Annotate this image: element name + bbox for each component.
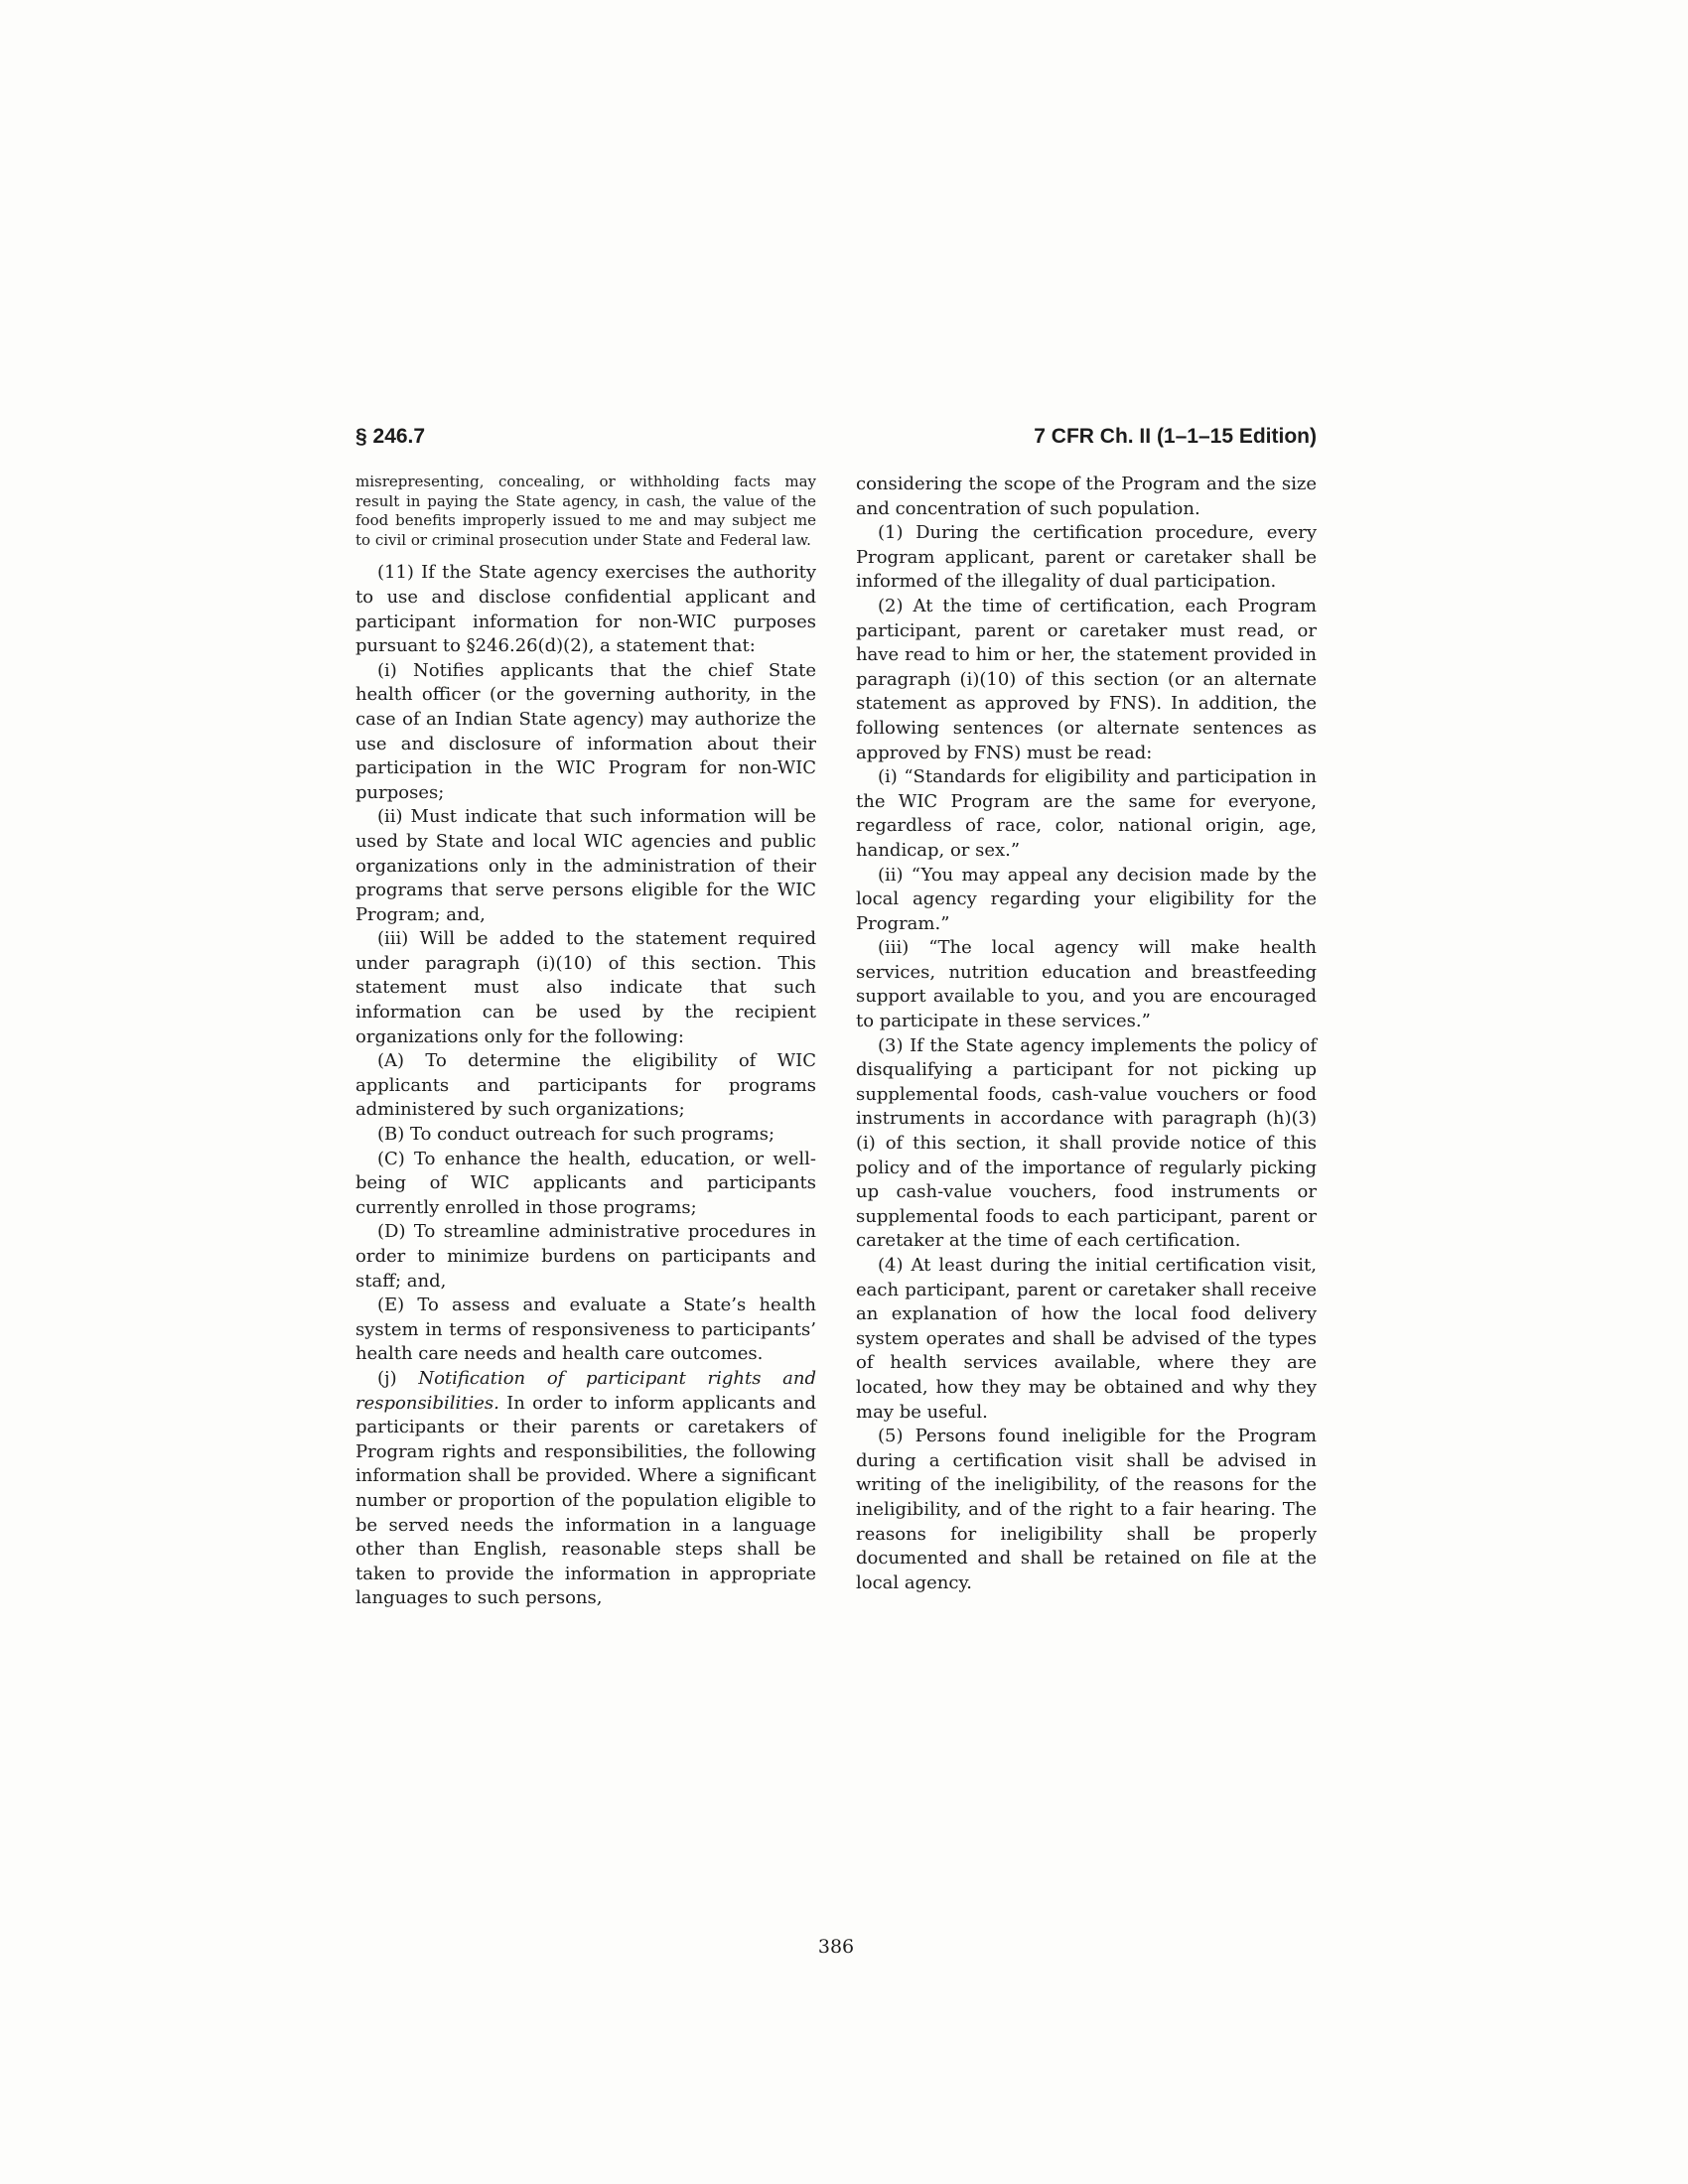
running-header xyxy=(355,425,1317,449)
text-run: (5) Persons found ineligible for the Program during a certification visit shall be advised in writing of the ineligibility, of the reasons for the ineligibility, and of the right to a fair hearing. The reasons for ineligibility shall be properly documented and shall be retained on file at the local agency. xyxy=(856,1426,1317,1593)
text-run: (1) During the certification procedure, every Program applicant, parent or caretaker shall be informed of the illegality of dual participation. xyxy=(856,522,1317,593)
text-run: (iii) “The local agency will make health services, nutrition education and breastfeeding support available to you, and you are encouraged to participate in these services.” xyxy=(856,937,1317,1032)
paragraph xyxy=(355,805,816,927)
paragraph xyxy=(355,659,816,806)
text-run: In order to inform applicants and participants or their parents or caretakers of Program rights and responsibilities, the following information shall be provided. Where a significant number or proportion of the population eligible to be served needs the information in a language other than English, reasonable steps shall be taken to provide the information in appropriate languages to such persons, xyxy=(355,1392,816,1609)
text-run: (A) To determine the eligibility of WIC applicants and participants for programs administered by such organizations; xyxy=(355,1050,816,1121)
text-run: (i) Notifies applicants that the chief State health officer (or the governing authority, in the case of an Indian State agency) may authorize the use and disclosure of information about their participation in the WIC Program for non-WIC purposes; xyxy=(355,659,816,803)
text-run: (i) “Standards for eligibility and participation in the WIC Program are the same for everyone, regardless of race, color, national origin, age, handicap, or sex.” xyxy=(856,766,1317,861)
text-run: (4) At least during the initial certification visit, each participant, parent or caretaker shall receive an explanation of how the local food delivery system operates and shall be advised of the types of health services available, where they are located, how they may be obtained and why they may be useful. xyxy=(856,1255,1317,1423)
paragraph xyxy=(856,595,1317,765)
text-run: (E) To assess and evaluate a State’s health system in terms of responsiveness to participants’ health care needs and health care outcomes. xyxy=(355,1295,816,1365)
paragraph xyxy=(856,1254,1317,1425)
right-column xyxy=(856,473,1317,1611)
italic-run: Notification of participant rights and responsibilities. xyxy=(355,1367,816,1414)
text-run: (ii) Must indicate that such information will be used by State and local WIC agencies and public organizations only in the administration of their programs that serve persons eligible for the WIC Program; and, xyxy=(355,806,816,925)
text-run: (j) xyxy=(377,1367,419,1389)
text-run: (3) If the State agency implements the policy of disqualifying a participant for not picking up supplemental foods, cash-value vouchers or food instruments in accordance with paragraph (h)(3)(i) of this section, it shall provide notice of this policy and of the importance of regularly picking up cash-value vouchers, food instruments or supplemental foods to each participant, parent or caretaker at the time of each certification. xyxy=(856,1034,1317,1252)
paragraph xyxy=(355,1367,816,1611)
paragraph xyxy=(355,1148,816,1221)
paragraph xyxy=(856,765,1317,863)
paragraph xyxy=(856,473,1317,521)
paragraph xyxy=(355,1049,816,1123)
header-section-number: § 246.7 xyxy=(355,425,426,448)
paragraph xyxy=(355,473,816,550)
paragraph xyxy=(355,1294,816,1367)
text-run: (C) To enhance the health, education, or well-being of WIC applicants and participants currently enrolled in those programs; xyxy=(355,1148,816,1218)
text-run: considering the scope of the Program and the size and concentration of such population. xyxy=(856,474,1317,519)
text-run: (B) To conduct outreach for such programs; xyxy=(377,1124,775,1146)
paragraph xyxy=(355,561,816,658)
paragraph xyxy=(355,927,816,1049)
text-run: (iii) Will be added to the statement required under paragraph (i)(10) of this section. This statement must also indicate that such information can be used by the recipient organizations only for the following: xyxy=(355,928,816,1047)
page-content xyxy=(355,425,1317,1611)
paragraph xyxy=(355,1220,816,1294)
paragraph xyxy=(856,1425,1317,1595)
paragraph xyxy=(856,1034,1317,1254)
text-run: (D) To streamline administrative procedures in order to minimize burdens on participants and staff; and, xyxy=(355,1221,816,1292)
page-number: 386 xyxy=(817,1936,855,1958)
text-run: (11) If the State agency exercises the authority to use and disclose confidential applicant and participant information for non-WIC purposes pursuant to §246.26(d)(2), a statement that: xyxy=(355,562,816,657)
header-edition: 7 CFR Ch. II (1–1–15 Edition) xyxy=(1034,425,1317,448)
text-run: (2) At the time of certification, each Program participant, parent or caretaker must read, or have read to him or her, the statement provided in paragraph (i)(10) of this section (or an alternate statement as approved by FNS). In addition, the following sentences (or alternate sentences as approved by FNS) must be read: xyxy=(856,595,1317,763)
paragraph xyxy=(856,864,1317,937)
text-run: (ii) “You may appeal any decision made by the local agency regarding your eligibility for the Program.” xyxy=(856,864,1317,934)
left-column xyxy=(355,473,816,1611)
paragraph xyxy=(856,936,1317,1033)
paragraph xyxy=(856,521,1317,595)
text-run: misrepresenting, concealing, or withholding facts may result in paying the State agency, in cash, the value of the food benefits improperly issued to me and may subject me to civil or criminal prosecution under State and Federal law. xyxy=(355,473,816,549)
two-column-layout xyxy=(355,473,1317,1611)
paragraph xyxy=(355,1123,816,1148)
